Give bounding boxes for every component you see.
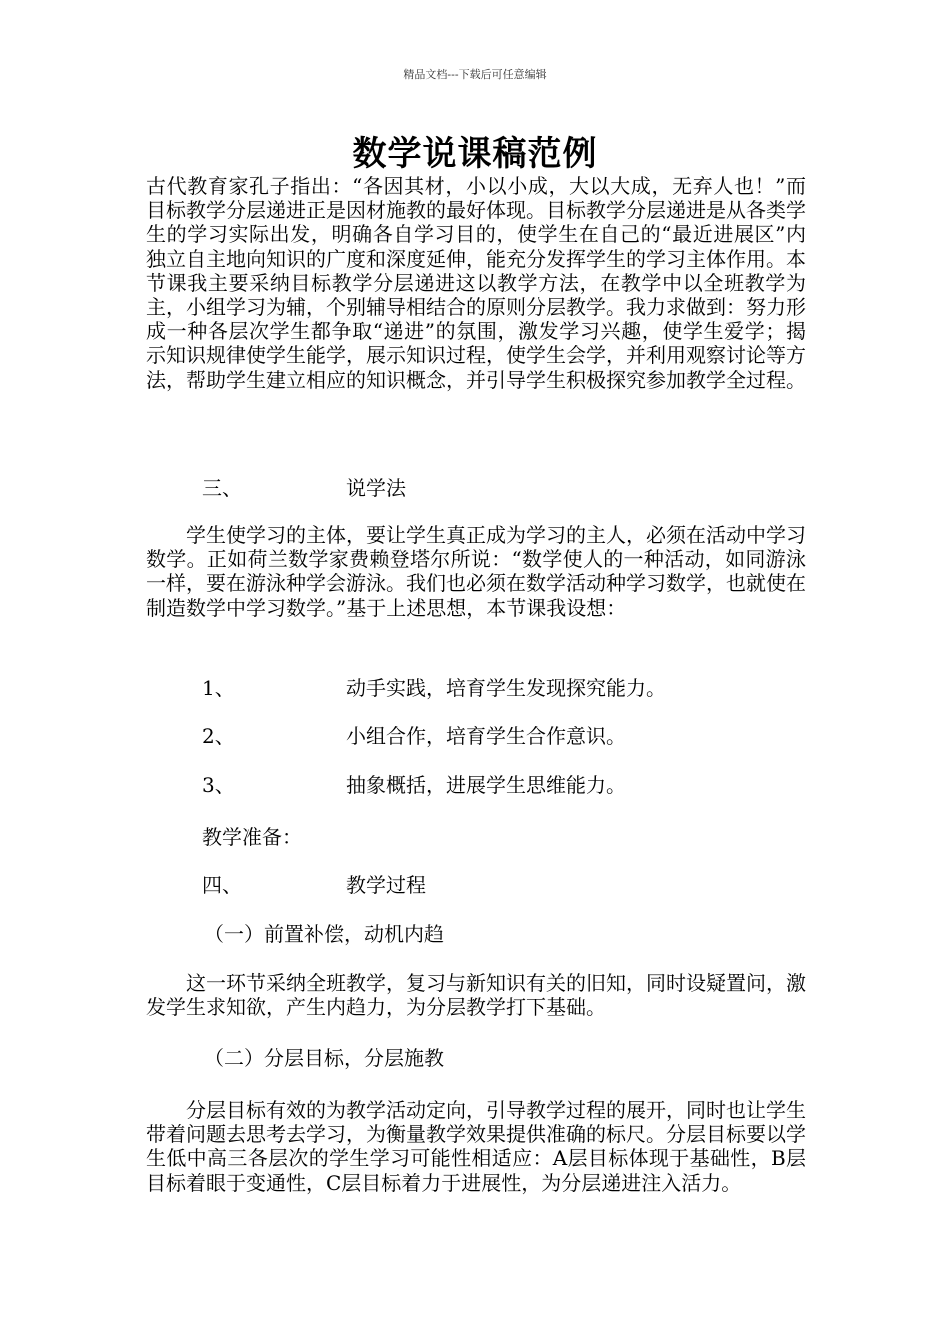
- page-header: 精品文档---下载后可任意编辑: [403, 68, 547, 81]
- subsection-2-paragraph: 分层目标有效的为教学活动定向，引导教学过程的展开，同时也让学生带着问题去思考去学习，为衡量教学效果提供准确的标尺。分层目标要以学生低中高三各层次的学生学习可能性相适应：A层目标体现于基础性，B层目标着眼于变通性，C层目标着力于进展性，为分层递进注入活力。: [146, 1098, 806, 1195]
- section-4-number: 四、: [202, 873, 242, 897]
- item-2-number: 2、: [202, 724, 235, 748]
- learning-method-paragraph: 学生使学习的主体，要让学生真正成为学习的主人，必须在活动中学习数学。正如荷兰数学家费赖登塔尔所说：“数学使人的一种活动，如同游泳一样，要在游泳种学会游泳。我们也必须在数学活动种学习数学，也就使在制造数学中学习数学。”基于上述思想，本节课我设想：: [146, 523, 806, 620]
- intro-paragraph: 古代教育家孔子指出：“各因其材，小以小成，大以大成，无弃人也！”而目标教学分层递进正是因材施教的最好体现。目标教学分层递进是从各类学生的学习实际出发，明确各自学习目的，使学生在自己的“最近进展区”内独立自主地向知识的广度和深度延伸，能充分发挥学生的学习主体作用。本节课我主要采纳目标教学分层递进这以教学方法，在教学中以全班教学为主，小组学习为辅，个别辅导相结合的原则分层教学。我力求做到：努力形成一种各层次学生都争取“递进”的氛围，激发学习兴趣，使学生爱学；揭示知识规律使学生能学，展示知识过程，使学生会学，并利用观察讨论等方法，帮助学生建立相应的知识概念，并引导学生积极探究参加教学全过程。: [146, 174, 806, 392]
- document-title: 数学说课稿范例: [352, 134, 598, 174]
- section-3-number: 三、: [202, 476, 242, 500]
- subsection-1-heading: （一）前置补偿，动机内趋: [204, 922, 444, 946]
- item-1-text: 动手实践，培育学生发现探究能力。: [346, 676, 666, 700]
- section-4-heading: 教学过程: [346, 873, 426, 897]
- item-3-number: 3、: [202, 773, 235, 797]
- item-2-text: 小组合作，培育学生合作意识。: [346, 724, 626, 748]
- subsection-2-heading: （二）分层目标，分层施教: [204, 1046, 444, 1070]
- section-3-heading: 说学法: [346, 476, 406, 500]
- item-1-number: 1、: [202, 676, 235, 700]
- teaching-prep-label: 教学准备：: [202, 825, 302, 849]
- subsection-1-paragraph: 这一环节采纳全班教学，复习与新知识有关的旧知，同时设疑置问，激发学生求知欲，产生内趋力，为分层教学打下基础。: [146, 971, 806, 1020]
- item-3-text: 抽象概括，进展学生思维能力。: [346, 773, 626, 797]
